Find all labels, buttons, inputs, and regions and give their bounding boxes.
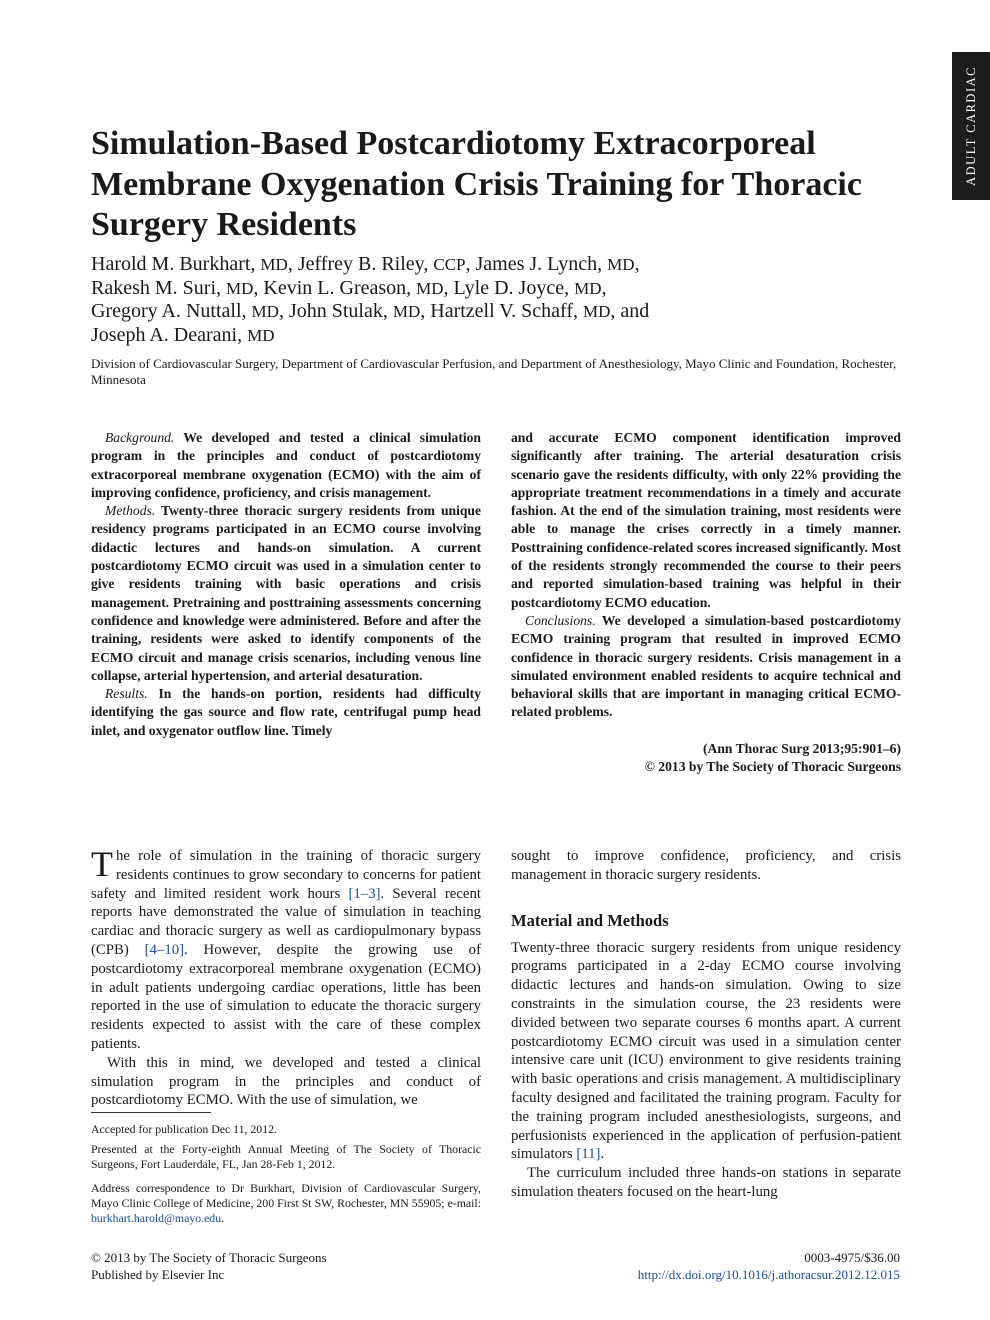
author-name: Harold M. Burkhart, — [91, 253, 261, 275]
author-line — [91, 324, 871, 348]
author-name: Jeffrey B. Riley, — [297, 253, 434, 275]
author-degree: MD — [247, 326, 275, 346]
author-degree: MD — [260, 255, 288, 274]
abstract-left-column — [91, 429, 481, 740]
abstract-right-column — [511, 429, 901, 776]
author-sep: , — [601, 276, 607, 299]
author-sep: , — [465, 253, 476, 275]
footer-publisher: Published by Elsevier Inc — [91, 1266, 225, 1282]
footer-copyright: © 2013 by The Society of Thoracic Surgeons — [91, 1250, 327, 1265]
email-link[interactable]: burkhart.harold@mayo.edu — [91, 1211, 222, 1226]
author-degree: MD — [392, 302, 421, 322]
author-degree: CCP — [433, 255, 466, 274]
article-title: Simulation-Based Postcardiotomy Extracorporeal Membrane Oxygenation Crisis Training for Thoracic Surgery Residents — [91, 125, 862, 243]
abstract-results-continued: and accurate ECMO component identification improved significantly after training. The arterial desaturation crisis scenario gave the residents difficulty, with only 22% providing the appropriate treatment recommendations in a timely and accurate fashion. At the end of the simulation training, most residents were able to manage the crises correctly in a timely manner. Posttraining confidence-related scores increased significantly. Most of the residents strongly recommended the course to their peers and reported simulation-based training was helpful in their postcardiotomy ECMO education. — [511, 430, 901, 610]
author-name: Kevin L. Greason, — [263, 276, 417, 299]
footnote-text: . — [221, 1211, 225, 1226]
curriculum-paragraph: The curriculum included three hands-on stations in separate simulation theaters focused on the heart-lung — [511, 1165, 901, 1200]
author-name: James J. Lynch, — [475, 253, 608, 275]
reference-link[interactable]: [1–3] — [348, 885, 381, 902]
author-name: Gregory A. Nuttall, — [91, 300, 252, 323]
footnote-address — [91, 1181, 481, 1227]
author-sep: , — [443, 276, 454, 299]
footnote-text: Presented at the Forty-eighth Annual Meeting of The Society of Thoracic Surgeons, Fort Lauderdale, FL, Jan 28-Feb 1, 2012. — [91, 1142, 481, 1172]
abstract-label: Results. — [105, 686, 148, 702]
methods-paragraph — [511, 939, 901, 1165]
footnote-text: Accepted for publication Dec 11, 2012. — [91, 1122, 277, 1136]
author-sep: , — [278, 300, 289, 323]
abstract-conclusions — [511, 612, 901, 722]
body-text: . However, despite the growing use of postcardiotomy extracorporeal membrane oxygenation (ECMO) in adult patients undergoing cardiac operations, little has been reported in the use of simulation to educate the thoracic surgery residents expected to assist with the care of these complex patients. — [91, 941, 481, 1052]
section-heading-methods: Material and Methods — [511, 910, 669, 930]
footnote-accepted — [91, 1122, 481, 1137]
body-text: . — [600, 1146, 605, 1163]
author-sep: , — [287, 253, 298, 275]
drop-cap: T — [91, 844, 113, 884]
page-footer-right — [560, 1250, 900, 1283]
footnote-presented — [91, 1142, 481, 1172]
abstract-text: We developed a simulation-based postcardiotomy ECMO training program that resulted in improved ECMO confidence in thoracic surgery residents. Crisis management in a simulated environment enabled residents to acquire technical and behavioral skills that are important in managing critical ECMO-related problems. — [511, 612, 901, 720]
author-sep: , — [253, 276, 264, 299]
abstract-methods — [91, 502, 481, 685]
intro-paragraph — [91, 844, 481, 1054]
author-degree: MD — [226, 278, 254, 298]
author-sep: , — [420, 300, 431, 323]
abstract-label: Methods. — [105, 503, 156, 519]
author-name: Joseph A. Dearani, — [91, 324, 248, 347]
doi-link[interactable]: http://dx.doi.org/10.1016/j.athoracsur.2012.12.015 — [637, 1266, 900, 1282]
author-line — [91, 277, 871, 301]
footnote-text: Address correspondence to Dr Burkhart, Division of Cardiovascular Surgery, Mayo Clinic College of Medicine, 200 First St SW, Rochester, MN 55905; e-mail: — [91, 1181, 481, 1211]
aim-paragraph: With this in mind, we developed and tested a clinical simulation program in the principles and conduct of postcardiotomy ECMO. With the use of simulation, we — [91, 1054, 481, 1109]
body-left-column — [91, 844, 481, 1110]
abstract-results — [91, 685, 481, 740]
author-degree: MD — [607, 255, 635, 274]
footer-issn: 0003-4975/$36.00 — [804, 1250, 900, 1265]
section-tab — [952, 52, 990, 200]
affiliation: Division of Cardiovascular Surgery, Department of Cardiovascular Perfusion, and Department of Anesthesiology, Mayo Clinic and Foundation, Rochester, Minnesota — [91, 356, 897, 387]
author-name: Rakesh M. Suri, — [91, 276, 226, 299]
author-degree: MD — [416, 278, 444, 298]
abstract-label: Background. — [105, 430, 175, 445]
abstract-text: We developed and tested a clinical simulation program in the principles and conduct of postcardiotomy extracorporeal membrane oxygenation (ECMO) with the aim of improving confidence, proficiency, and crisis management. — [91, 430, 481, 500]
aim-paragraph-continued: sought to improve confidence, proficiency, and crisis management in thoracic surgery residents. — [511, 848, 901, 883]
author-degree: MD — [583, 302, 611, 322]
author-name: Lyle D. Joyce, — [453, 276, 575, 299]
journal-citation: (Ann Thorac Surg 2013;95:901–6) — [703, 740, 901, 756]
author-sep: , — [634, 253, 640, 275]
page-footer-left — [91, 1250, 327, 1283]
body-text: he role of simulation in the training of thoracic surgery residents continues to grow secondary to concerns for patient safety and limited resident work hours — [91, 848, 481, 902]
author-degree: MD — [251, 302, 279, 322]
author-line — [91, 300, 871, 324]
body-right-column — [511, 847, 901, 1202]
reference-link[interactable]: [11] — [576, 1146, 601, 1163]
author-name: Hartzell V. Schaff, — [430, 300, 583, 323]
section-tab-label: ADULT CARDIAC — [963, 66, 978, 186]
author-name: John Stulak, — [288, 300, 393, 323]
abstract-text: In the hands-on portion, residents had difficulty identifying the gas source and flow rate, centrifugal pump head inlet, and oxygenator outflow line. Timely — [91, 686, 481, 738]
reference-link[interactable]: [4–10] — [144, 941, 185, 958]
abstract-copyright: © 2013 by The Society of Thoracic Surgeons — [644, 759, 901, 775]
body-text: Twenty-three thoracic surgery residents from unique residency programs participated in a 2-day ECMO course involving didactic lectures and hands-on simulation. Owing to size constraints in the simulation course, the 23 residents were divided between two separate courses 6 months apart. A current postcardiotomy ECMO circuit was used in a simulation center intensive care unit (ICU) environment to give residents training with basic operations and crisis management. A multidisciplinary faculty designed and facilitated the training program. Faculty for the training program included anesthesiologists, surgeons, and perfusionists experienced in the application of perfusion-patient simulators — [511, 939, 901, 1163]
abstract-label: Conclusions. — [525, 612, 596, 628]
author-sep: , and — [610, 300, 650, 323]
abstract-background — [91, 429, 481, 502]
author-list — [91, 253, 871, 348]
abstract-text: Twenty-three thoracic surgery residents from unique residency programs participated in an ECMO course involving didactic lectures and hands-on simulation. A current postcardiotomy ECMO circuit was used in a simulation center to give residents training with basic operations and crisis management. Pretraining and posttraining assessments concerning confidence and knowledge were administered. Before and after the training, residents were asked to identify components of the ECMO circuit and manage crisis scenarios, including venous line collapse, arterial hypertension, and arterial desaturation. — [91, 503, 481, 683]
body-text: . Several recent reports have demonstrated the value of simulation in teaching cardiac and thoracic surgery as well as cardiopulmonary bypass (CPB) — [91, 885, 481, 958]
footnote-divider — [91, 1112, 211, 1113]
author-line — [91, 253, 871, 277]
author-degree: MD — [574, 278, 602, 298]
